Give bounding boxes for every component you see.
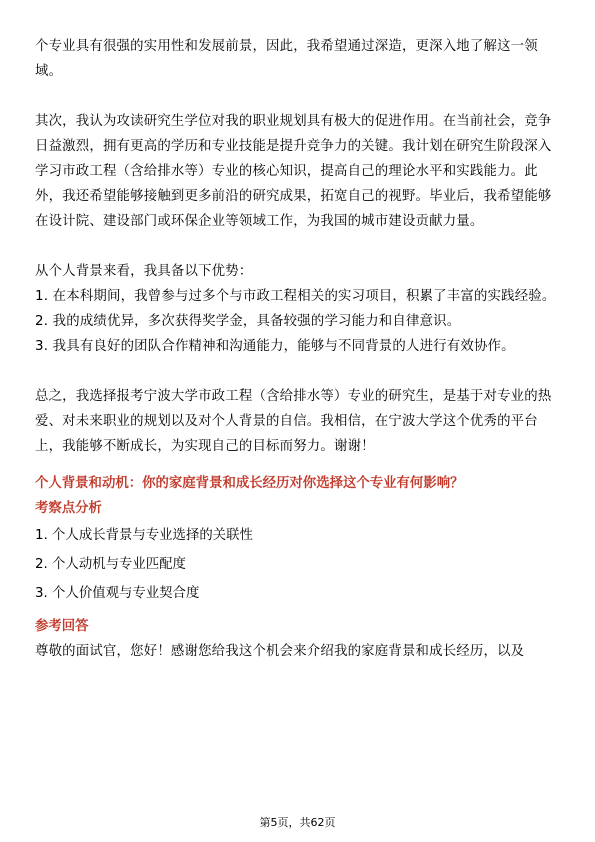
paragraph-continuation: 个专业具有很强的实用性和发展前景，因此，我希望通过深造，更深入地了解这一领域。 <box>35 39 538 79</box>
advantage-item: 1. 在本科期间，我曾参与过多个与市政工程相关的实习项目，积累了丰富的实践经验。 <box>35 289 556 304</box>
advantage-item: 3. 我具有良好的团队合作精神和沟通能力，能够与不同背景的人进行有效协作。 <box>35 339 515 354</box>
paragraph-career-plan: 其次，我认为攻读研究生学位对我的职业规划具有极大的促进作用。在当前社会，竞争日益激烈，拥有更高的学历和专业技能是提升竞争力的关键。我计划在研究生阶段深入学习市政工程（含给排水等）专业的核心知识，提高自己的理论水平和实践能力。此外，我还希望能够接触到更多前沿的研究成果，拓宽自己的视野。毕业后，我希望能够在设计院、建设部门或环保企业等领域工作，为我国的城市建设贡献力量。 <box>35 114 552 229</box>
answer-text: 尊敬的面试官，您好！感谢您给我这个机会来介绍我的家庭背景和成长经历，以及 <box>35 644 525 659</box>
paragraph-conclusion: 总之，我选择报考宁波大学市政工程（含给排水等）专业的研究生，是基于对专业的热爱、对未来职业的规划以及对个人背景的自信。我相信，在宁波大学这个优秀的平台上，我能够不断成长，为实现自己的目标而努力。谢谢！ <box>35 389 552 454</box>
analysis-heading: 考察点分析 <box>35 501 102 516</box>
page-content <box>35 34 565 664</box>
analysis-item: 2. 个人动机与专业匹配度 <box>35 557 186 572</box>
question-heading: 个人背景和动机：你的家庭背景和成长经历对你选择这个专业有何影响？ <box>35 476 464 491</box>
paragraph-background-intro: 从个人背景来看，我具备以下优势： <box>35 264 253 279</box>
answer-heading: 参考回答 <box>35 619 89 634</box>
page-number: 第5页，共62页 <box>259 816 336 829</box>
analysis-item: 1. 个人成长背景与专业选择的关联性 <box>35 528 253 543</box>
analysis-item: 3. 个人价值观与专业契合度 <box>35 586 200 601</box>
advantage-item: 2. 我的成绩优异，多次获得奖学金，具备较强的学习能力和自律意识。 <box>35 314 461 329</box>
